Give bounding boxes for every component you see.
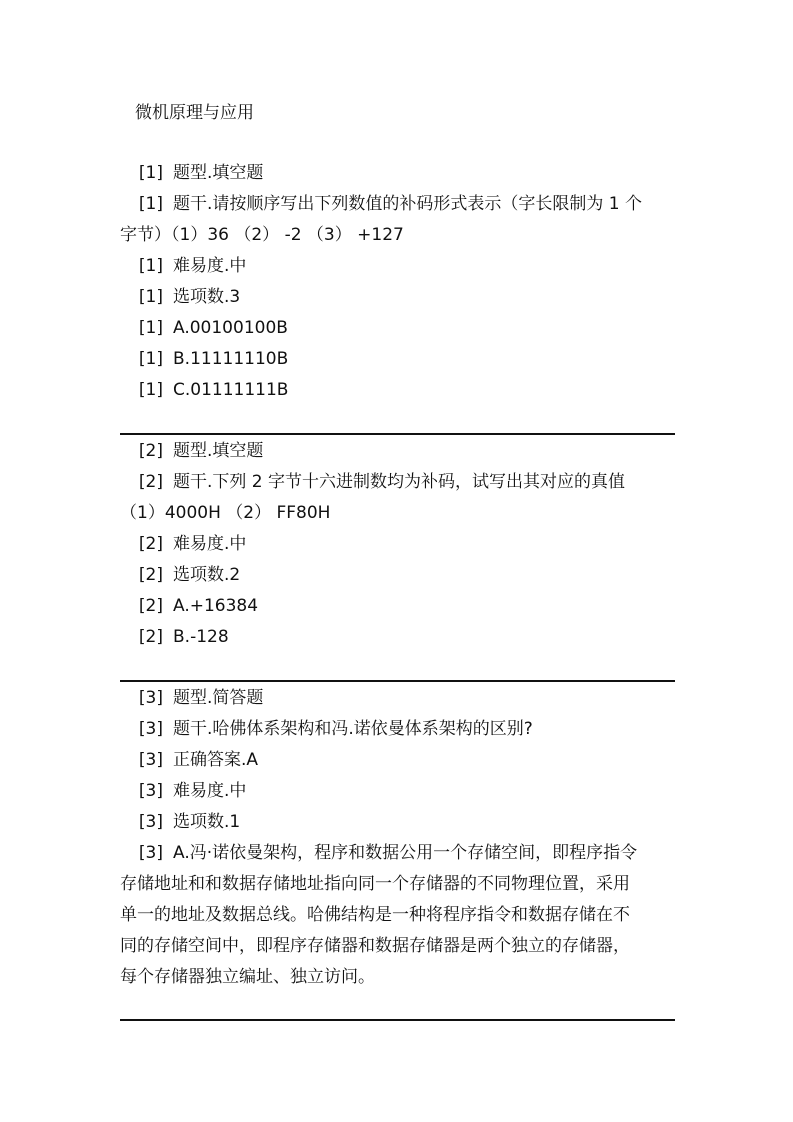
question-tag: [3] — [138, 812, 163, 832]
question-stem: 题干.哈佛体系架构和冯.诺依曼体系架构的区别? — [173, 719, 533, 739]
option-count: 选项数.1 — [173, 812, 241, 832]
question-type-line — [120, 683, 675, 714]
question-type-line — [120, 158, 675, 189]
option-b: B.-128 — [173, 627, 229, 647]
question-stem-line — [120, 714, 675, 745]
question-tag: [2] — [138, 627, 163, 647]
option-line — [120, 622, 675, 653]
difficulty: 难易度.中 — [173, 534, 247, 554]
question-tag: [2] — [138, 565, 163, 585]
option-line — [120, 591, 675, 622]
option-count-line — [120, 560, 675, 591]
question-tag: [1] — [138, 380, 163, 400]
difficulty-line — [120, 529, 675, 560]
option-a: A.冯·诺依曼架构，程序和数据公用一个存储空间，即程序指令 — [173, 843, 638, 863]
option-line — [120, 313, 675, 344]
question-tag: [2] — [138, 441, 163, 461]
option-c: C.01111111B — [173, 380, 289, 400]
option-line — [120, 375, 675, 406]
question-stem-continuation: 字节）（1）36 （2） -2 （3） +127 — [120, 225, 404, 245]
option-a: A.00100100B — [173, 318, 288, 338]
question-tag: [2] — [138, 472, 163, 492]
difficulty: 难易度.中 — [173, 781, 247, 801]
option-count-line — [120, 282, 675, 313]
question-tag: [3] — [138, 688, 163, 708]
question-stem-line — [120, 189, 675, 220]
option-count: 选项数.3 — [173, 287, 241, 307]
question-1 — [120, 158, 675, 406]
option-line — [120, 344, 675, 375]
question-3 — [120, 683, 675, 993]
answer-line — [120, 745, 675, 776]
section-divider — [120, 680, 675, 682]
question-tag: [1] — [138, 163, 163, 183]
difficulty-line — [120, 776, 675, 807]
question-tag: [3] — [138, 843, 163, 863]
section-divider — [120, 1019, 675, 1021]
document-title: 微机原理与应用 — [135, 103, 254, 123]
option-count: 选项数.2 — [173, 565, 241, 585]
question-tag: [3] — [138, 781, 163, 801]
question-type: 题型.简答题 — [173, 688, 264, 708]
question-tag: [3] — [138, 719, 163, 739]
question-tag: [2] — [138, 534, 163, 554]
option-a-continuation: 存储地址和和数据存储地址指向同一个存储器的不同物理位置，采用 — [120, 874, 630, 894]
question-tag: [1] — [138, 194, 163, 214]
question-type-line — [120, 436, 675, 467]
difficulty: 难易度.中 — [173, 256, 247, 276]
question-tag: [1] — [138, 287, 163, 307]
question-tag: [2] — [138, 596, 163, 616]
option-line — [120, 838, 675, 869]
option-a-continuation: 每个存储器独立编址、独立访问。 — [120, 967, 375, 987]
option-b: B.11111110B — [173, 349, 289, 369]
question-type: 题型.填空题 — [173, 163, 264, 183]
question-stem: 题干.下列 2 字节十六进制数均为补码，试写出其对应的真值 — [173, 472, 626, 492]
question-tag: [1] — [138, 349, 163, 369]
correct-answer: 正确答案.A — [173, 750, 259, 770]
question-2 — [120, 436, 675, 653]
question-tag: [1] — [138, 318, 163, 338]
question-stem-continuation: （1）4000H （2） FF80H — [120, 503, 331, 523]
section-divider — [120, 433, 675, 435]
option-a-continuation: 同的存储空间中，即程序存储器和数据存储器是两个独立的存储器， — [120, 936, 630, 956]
question-stem-line — [120, 467, 675, 498]
question-stem: 题干.请按顺序写出下列数值的补码形式表示（字长限制为 1 个 — [173, 194, 643, 214]
question-tag: [3] — [138, 750, 163, 770]
question-tag: [1] — [138, 256, 163, 276]
question-type: 题型.填空题 — [173, 441, 264, 461]
option-a: A.+16384 — [173, 596, 259, 616]
option-a-continuation: 单一的地址及数据总线。哈佛结构是一种将程序指令和数据存储在不 — [120, 905, 630, 925]
option-count-line — [120, 807, 675, 838]
difficulty-line — [120, 251, 675, 282]
